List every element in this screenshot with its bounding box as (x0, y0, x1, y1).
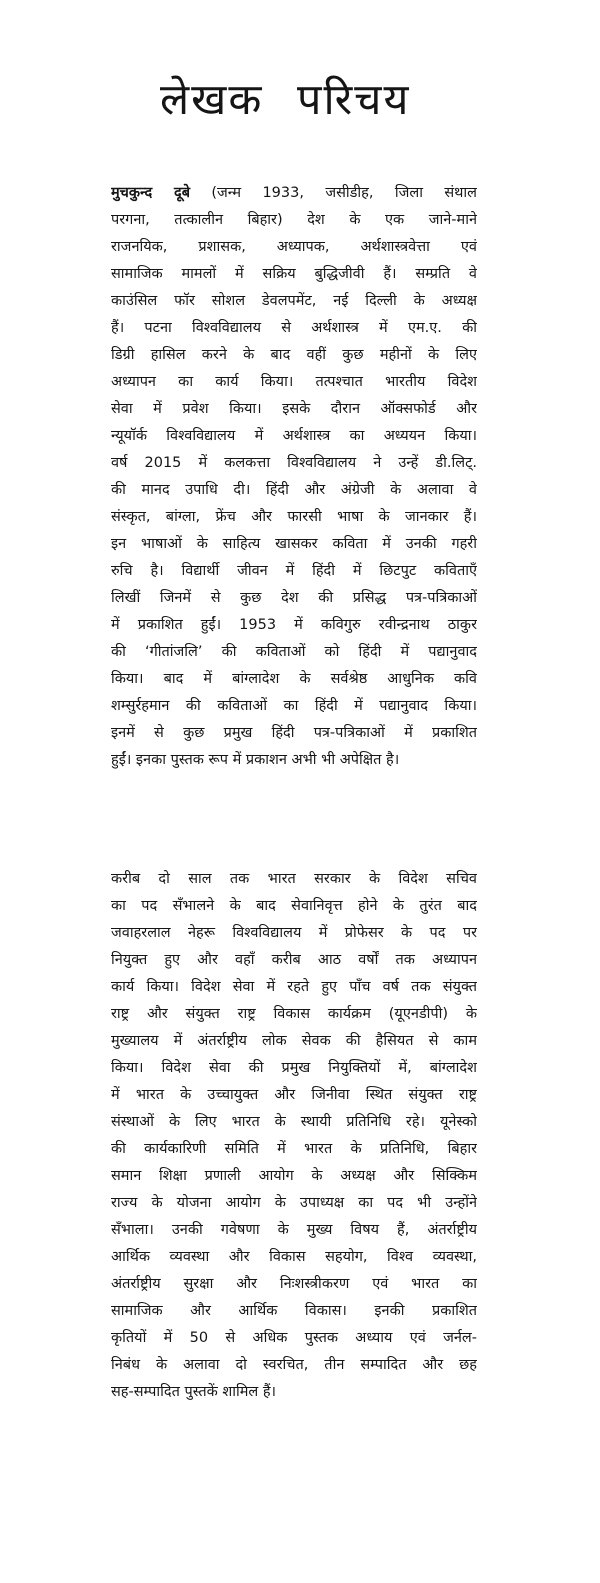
paragraph-line: कार्य किया। विदेश सेवा में रहते हुए पाँच वर्ष तक संयुक्त (111, 979, 477, 995)
paragraph-line: संस्थाओं के लिए भारत के स्थायी प्रतिनिधि रहे। यूनेस्को (111, 1114, 477, 1130)
paragraph-line: में प्रकाशित हुईं। 1953 में कविगुरु रवीन्द्रनाथ ठाकुर (111, 617, 477, 633)
author-bio-paragraph-2 (111, 866, 477, 1406)
paragraph-line: किया। विदेश सेवा की प्रमुख नियुक्तियों में, बांग्लादेश (111, 1060, 477, 1076)
paragraph-line-text: (जन्म 1933, जसीडीह, जिला संथाल (190, 185, 477, 201)
paragraph-line: का पद सँभालने के बाद सेवानिवृत्त होने के तुरंत बाद (111, 898, 477, 914)
paragraph-line: संस्कृत, बांग्ला, फ्रेंच और फारसी भाषा के जानकार हैं। (111, 509, 477, 525)
paragraph-line: समान शिक्षा प्रणाली आयोग के अध्यक्ष और सिक्किम (111, 1168, 477, 1184)
paragraph-line: सामाजिक मामलों में सक्रिय बुद्धिजीवी हैं। सम्प्रति वे (111, 266, 477, 282)
paragraph-line: नियुक्त हुए और वहाँ करीब आठ वर्षों तक अध्यापन (111, 952, 477, 968)
paragraph-line: आर्थिक व्यवस्था और विकास सहयोग, विश्व व्यवस्था, (111, 1249, 477, 1265)
paragraph-line: की कार्यकारिणी समिति में भारत के प्रतिनिधि, बिहार (111, 1141, 477, 1157)
paragraph-line: राज्य के योजना आयोग के उपाध्यक्ष का पद भी उन्होंने (111, 1195, 477, 1211)
author-bio-paragraph-1 (111, 180, 477, 774)
paragraph-line: किया। बाद में बांग्लादेश के सर्वश्रेष्ठ आधुनिक कवि (111, 671, 477, 687)
paragraph-line: राजनयिक, प्रशासक, अध्यापक, अर्थशास्त्रवेत्ता एवं (111, 239, 477, 255)
paragraph-line: हैं। पटना विश्वविद्यालय से अर्थशास्त्र में एम.ए. की (111, 320, 477, 336)
paragraph-line: की ‘गीतांजलि’ की कविताओं को हिंदी में पद्यानुवाद (111, 644, 477, 660)
paragraph-line: परगना, तत्कालीन बिहार) देश के एक जाने-माने (111, 212, 477, 228)
paragraph-line: अध्यापन का कार्य किया। तत्पश्चात भारतीय विदेश (111, 374, 477, 390)
paragraph-line: हुईं। इनका पुस्तक रूप में प्रकाशन अभी भी अपेक्षित है। (111, 752, 400, 768)
paragraph-line: राष्ट्र और संयुक्त राष्ट्र विकास कार्यक्रम (यूएनडीपी) के (111, 1006, 477, 1022)
paragraph-line: शम्सुर्रहमान की कविताओं का हिंदी में पद्यानुवाद किया। (111, 698, 477, 714)
paragraph-line: न्यूयॉर्क विश्वविद्यालय में अर्थशास्त्र का अध्ययन किया। (111, 428, 477, 444)
author-name: मुचकुन्द दूबे (111, 185, 190, 201)
paragraph-line: इन भाषाओं के साहित्य खासकर कविता में उनकी गहरी (111, 536, 477, 552)
paragraph-line (111, 180, 477, 207)
paragraph-line: सह-सम्पादित पुस्तकें शामिल हैं। (111, 1384, 277, 1400)
paragraph-line: जवाहरलाल नेहरू विश्वविद्यालय में प्रोफेसर के पद पर (111, 925, 477, 941)
paragraph-line: मुख्यालय में अंतर्राष्ट्रीय लोक सेवक की हैसियत से काम (111, 1033, 477, 1049)
paragraph-line: कृतियों में 50 से अधिक पुस्तक अध्याय एवं जर्नल- (111, 1330, 477, 1346)
paragraph-line: करीब दो साल तक भारत सरकार के विदेश सचिव (111, 871, 477, 887)
paragraph-line: डिग्री हासिल करने के बाद वहीं कुछ महीनों के लिए (111, 347, 477, 363)
paragraph-line: निबंध के अलावा दो स्वरचित, तीन सम्पादित और छह (111, 1357, 477, 1373)
paragraph-line: लिखीं जिनमें से कुछ देश की प्रसिद्ध पत्र-पत्रिकाओं (111, 590, 477, 606)
paragraph-line: सँभाला। उनकी गवेषणा के मुख्य विषय हैं, अंतर्राष्ट्रीय (111, 1222, 477, 1238)
paragraph-line: रुचि है। विद्यार्थी जीवन में हिंदी में छिटपुट कविताएँ (111, 563, 477, 579)
paragraph-line: की मानद उपाधि दी। हिंदी और अंग्रेजी के अलावा वे (111, 482, 477, 498)
paragraph-line: सामाजिक और आर्थिक विकास। इनकी प्रकाशित (111, 1303, 477, 1319)
page-title: लेखक परिचय (160, 75, 411, 125)
paragraph-line: इनमें से कुछ प्रमुख हिंदी पत्र-पत्रिकाओं में प्रकाशित (111, 725, 477, 741)
paragraph-line: अंतर्राष्ट्रीय सुरक्षा और निःशस्त्रीकरण एवं भारत का (111, 1276, 477, 1292)
paragraph-line: वर्ष 2015 में कलकत्ता विश्वविद्यालय ने उन्हें डी.लिट्. (111, 455, 477, 471)
paragraph-line: में भारत के उच्चायुक्त और जिनीवा स्थित संयुक्त राष्ट्र (111, 1087, 477, 1103)
paragraph-line: सेवा में प्रवेश किया। इसके दौरान ऑक्सफोर्ड और (111, 401, 477, 417)
paragraph-line: काउंसिल फॉर सोशल डेवलपमेंट, नई दिल्ली के अध्यक्ष (111, 293, 477, 309)
